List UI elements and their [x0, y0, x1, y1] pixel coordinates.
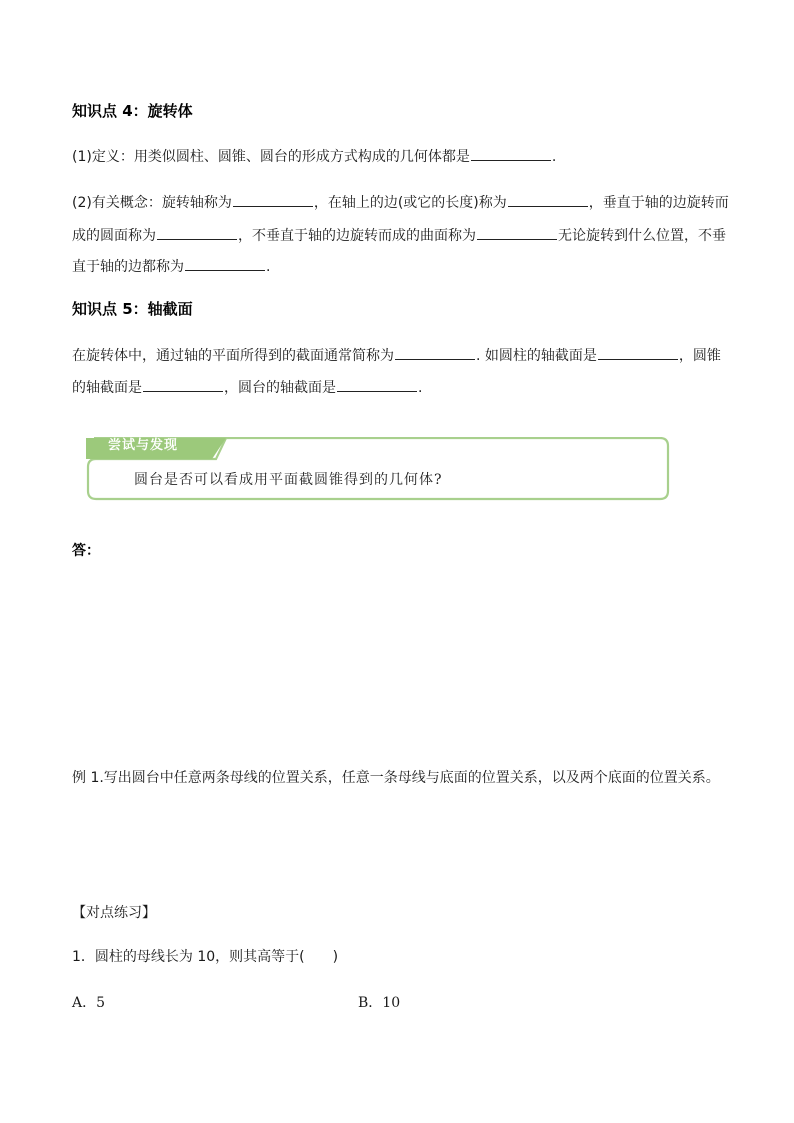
kp5-text: 的轴截面是	[72, 380, 142, 396]
tip-tag-label: 尝试与发现	[108, 438, 179, 453]
answer-blank[interactable]	[143, 377, 223, 392]
tip-question: 圆台是否可以看成用平面截圆锥得到的几何体?	[134, 472, 443, 488]
answer-blank[interactable]	[185, 256, 265, 271]
answer-blank[interactable]	[233, 192, 313, 207]
answer-blank[interactable]	[598, 345, 678, 360]
kp4-concept-line-1	[72, 192, 729, 213]
kp4-def-suffix: .	[551, 149, 557, 165]
answer-blank[interactable]	[395, 345, 475, 360]
answer-blank[interactable]	[337, 377, 417, 392]
kp5-text: . 如圆柱的轴截面是	[476, 348, 597, 364]
option-b[interactable]: B．10	[358, 995, 401, 1011]
kp5-line-1	[72, 345, 721, 366]
kp4-definition	[72, 146, 556, 167]
kp4-concept-text: ，在轴上的边(或它的长度)称为	[313, 195, 507, 211]
answer-blank[interactable]	[477, 225, 557, 240]
kp4-concept-text: 无论旋转到什么位置，不垂	[558, 228, 726, 244]
answer-label: 答：	[72, 543, 100, 559]
kp5-text: ，圆锥	[678, 348, 721, 364]
kp4-def-prefix: (1)定义：用类似圆柱、圆锥、圆台的形成方式构成的几何体都是	[72, 149, 470, 165]
kp4-heading: 知识点 4：旋转体	[72, 102, 193, 120]
kp5-heading: 知识点 5：轴截面	[72, 300, 193, 318]
kp4-concept-line-2	[72, 225, 726, 246]
answer-blank[interactable]	[157, 225, 237, 240]
kp4-concept-text: ，不垂直于轴的边旋转而成的曲面称为	[238, 228, 476, 244]
kp5-line-2	[72, 377, 422, 398]
kp5-text: 在旋转体中，通过轴的平面所得到的截面通常简称为	[72, 348, 394, 364]
answer-blank[interactable]	[471, 146, 551, 161]
option-a[interactable]: A．5	[72, 995, 106, 1011]
kp5-text: .	[418, 380, 423, 396]
kp4-concept-text: 成的圆面称为	[72, 228, 156, 244]
kp4-concept-line-3	[72, 256, 270, 277]
kp4-concept-text: 直于轴的边都称为	[72, 259, 184, 275]
practice-question-1: 1．圆柱的母线长为 10，则其高等于( )	[72, 949, 339, 965]
example-1: 例 1.写出圆台中任意两条母线的位置关系，任意一条母线与底面的位置关系，以及两个底面的位置关系。	[72, 770, 720, 786]
kp5-text: ，圆台的轴截面是	[224, 380, 336, 396]
kp4-concept-text: (2)有关概念：旋转轴称为	[72, 195, 232, 211]
answer-blank[interactable]	[508, 192, 588, 207]
try-and-discover-box	[86, 437, 668, 499]
kp4-concept-text: ，垂直于轴的边旋转而	[588, 195, 729, 211]
kp4-concept-text: .	[266, 259, 271, 275]
practice-heading: 【对点练习】	[72, 905, 156, 921]
